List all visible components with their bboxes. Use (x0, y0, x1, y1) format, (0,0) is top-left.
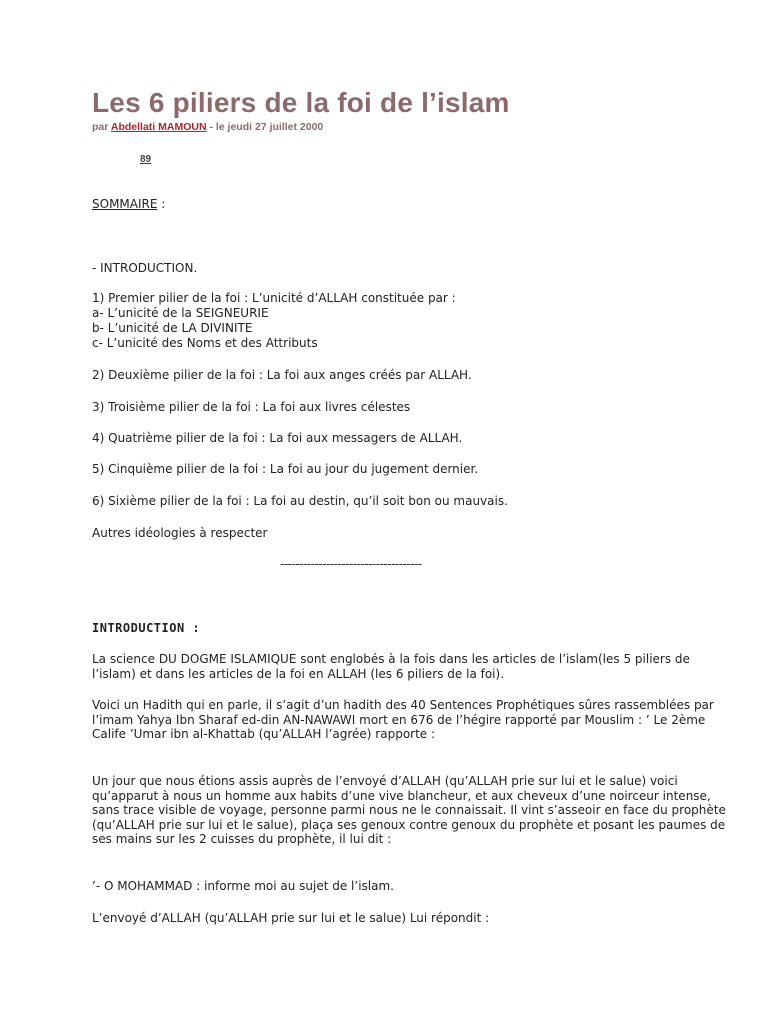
summary-pillar-1c: c- L’unicité des Noms et des Attributs (92, 336, 318, 350)
introduction-heading: INTRODUCTION : (92, 621, 201, 635)
intro-paragraph-1: La science DU DOGME ISLAMIQUE sont englobés à la fois dans les articles de l’islam(les 5 piliers de l’islam) et dans les articles de la foi en ALLAH (les 6 piliers de la foi). (92, 652, 690, 681)
summary-pillar-2: 2) Deuxième pilier de la foi : La foi aux anges créés par ALLAH. (92, 368, 472, 382)
summary-pillar-4: 4) Quatrième pilier de la foi : La foi aux messagers de ALLAH. (92, 431, 463, 445)
summary-colon: : (157, 197, 166, 211)
summary-heading (92, 197, 728, 212)
separator-line: ------------------------------------- (280, 557, 422, 571)
summary-pillar-1a: a- L’unicité de la SEIGNEURIE (92, 306, 269, 320)
author-link[interactable]: Abdellati MAMOUN (110, 121, 207, 133)
intro-paragraph-2: Voici un Hadith qui en parle, il s’agit d’un hadith des 40 Sentences Prophétiques sûres rassemblées par l’imam Yahya Ibn Sharaf ed-din AN-NAWAWI mort en 676 de l’hégire rapporté par Mouslim : ’ Le 2ème Calife ’Umar ibn al-Khattab (qu’ALLAH l’agrée) rapporte : (92, 698, 714, 742)
byline-prefix: par (92, 121, 111, 133)
intro-paragraph-5: L’envoyé d’ALLAH (qu’ALLAH prie sur lui et le salue) Lui répondit : (92, 911, 490, 925)
document-page (92, 86, 728, 925)
summary-pillar-3: 3) Troisième pilier de la foi : La foi aux livres célestes (92, 400, 411, 414)
page-title: Les 6 piliers de la foi de l’islam (92, 87, 510, 118)
summary-pillar-1: 1) Premier pilier de la foi : L’unicité d’ALLAH constituée par : (92, 291, 456, 305)
intro-paragraph-4: ’- O MOHAMMAD : informe moi au sujet de l’islam. (92, 879, 394, 893)
summary-label: SOMMAIRE (92, 197, 158, 211)
byline (92, 120, 728, 134)
summary-pillar-1b: b- L’unicité de LA DIVINITE (92, 321, 253, 335)
summary-intro: - INTRODUCTION. (92, 261, 198, 275)
summary-other: Autres idéologies à respecter (92, 526, 268, 540)
summary-pillar-5: 5) Cinquième pilier de la foi : La foi au jour du jugement dernier. (92, 462, 479, 476)
byline-date: - le jeudi 27 juillet 2000 (206, 121, 324, 133)
view-count-link[interactable]: 89 (140, 154, 152, 165)
intro-paragraph-3: Un jour que nous étions assis auprès de l’envoyé d’ALLAH (qu’ALLAH prie sur lui et le salue) voici qu’apparut à nous un homme aux habits d’une vive blancheur, et aux cheveux d’une noirceur intense, sans trace visible de voyage, personne parmi nous ne le connaissait. Il vint s’asseoir en face du prophète (qu’ALLAH prie sur lui et le salue), plaça ses genoux contre genoux du prophète et posant les paumes de ses mains sur les 2 cuisses du prophète, il lui dit : (92, 774, 726, 847)
summary-pillar-6: 6) Sixième pilier de la foi : La foi au destin, qu’il soit bon ou mauvais. (92, 494, 508, 508)
